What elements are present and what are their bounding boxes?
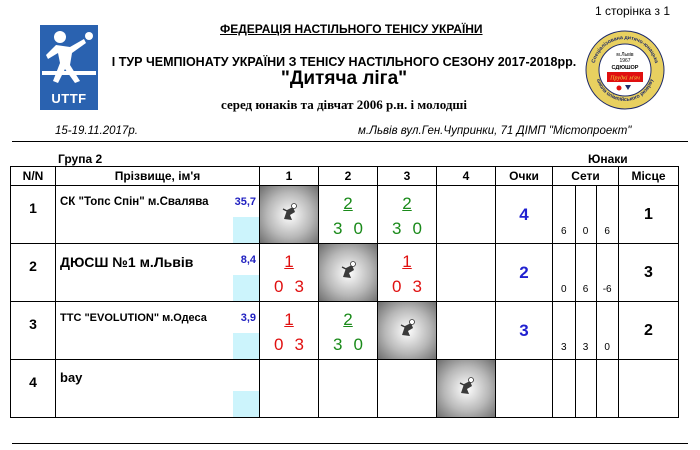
- sets-won: 3: [333, 219, 343, 238]
- ball-icon: [337, 259, 359, 281]
- sets-cell: [553, 302, 619, 360]
- table-row: [11, 302, 679, 360]
- ball-icon: [396, 317, 418, 339]
- col-name: Прізвище, ім'я: [56, 167, 260, 186]
- match-cell: [319, 186, 378, 244]
- sets-won: 3: [392, 219, 402, 238]
- rating-box: [233, 333, 259, 359]
- player-number: 2: [11, 244, 56, 302]
- match-cell: [319, 302, 378, 360]
- self-match-cell: [437, 360, 496, 418]
- col-opponent-3: 3: [378, 167, 437, 186]
- sets-cell: [553, 244, 619, 302]
- age-category: серед юнаків та дівчат 2006 р.н. і молодші: [221, 97, 467, 112]
- event-date: 15-19.11.2017р.: [55, 125, 138, 137]
- col-opponent-4: 4: [437, 167, 496, 186]
- sets-difference: 0: [604, 342, 610, 353]
- logo-text: UTTF: [51, 91, 87, 106]
- player-points: 2: [496, 244, 553, 302]
- player-points: [496, 360, 553, 418]
- player-place: 2: [619, 302, 679, 360]
- match-cell-empty: [437, 302, 496, 360]
- player-number: 1: [11, 186, 56, 244]
- player-rating: 3,9: [240, 312, 256, 324]
- match-cell: [378, 244, 437, 302]
- match-score: 2: [402, 194, 412, 213]
- sets-difference: -6: [602, 284, 612, 295]
- event-venue: м.Львів вул.Ген.Чупринки, 71 ДІМП "Містопроект": [358, 125, 632, 137]
- player-rating: 35,7: [234, 196, 256, 208]
- sets-lost-total: 3: [582, 342, 589, 353]
- match-cell: [378, 186, 437, 244]
- table-tennis-player-icon: [40, 25, 98, 95]
- self-match-cell: [378, 302, 437, 360]
- self-match-cell: [319, 244, 378, 302]
- sets-won-total: 3: [561, 342, 567, 353]
- player-name: СК "Топс Спін" м.Свалява: [60, 196, 209, 208]
- match-cell-empty: [437, 244, 496, 302]
- rating-box: [233, 217, 259, 243]
- federation-title: ФЕДЕРАЦІЯ НАСТІЛЬНОГО ТЕНІСУ УКРАЇНИ: [220, 22, 483, 36]
- player-name-cell: [56, 360, 260, 418]
- sets-won: 0: [274, 277, 284, 296]
- uttf-logo: [40, 25, 98, 110]
- table-row: [11, 360, 679, 418]
- sets-lost: 0: [353, 335, 363, 354]
- seal-text-top: Спеціалізована дитячо-юнацька: [590, 34, 660, 64]
- sets-divider: [596, 360, 597, 417]
- match-score: 1: [402, 252, 412, 271]
- match-cell-empty: [319, 360, 378, 418]
- sets-difference: 6: [604, 226, 610, 237]
- group-label: Група 2: [58, 152, 103, 166]
- seal-year: 1967: [619, 58, 631, 64]
- seal-school: СДЮШОР: [611, 65, 639, 71]
- match-cell: [260, 302, 319, 360]
- match-score: 2: [343, 194, 353, 213]
- seal-text-bottom: школа олімпійського резерву: [594, 78, 655, 104]
- sets-won: 3: [333, 335, 343, 354]
- divider-top: [12, 141, 688, 142]
- page-counter: 1 сторінка з 1: [594, 4, 670, 18]
- col-place: Місце: [619, 167, 679, 186]
- match-cell: [260, 244, 319, 302]
- sets-won-total: 0: [561, 284, 567, 295]
- divider-bottom: [12, 443, 688, 444]
- table-row: [11, 244, 679, 302]
- player-number: 4: [11, 360, 56, 418]
- sets-lost: 3: [412, 277, 422, 296]
- ball-icon: [278, 201, 300, 223]
- tour-title: І ТУР ЧЕМПІОНАТУ УКРАЇНИ З ТЕНІСУ НАСТІЛЬНОГО СЕЗОНУ 2017-2018рр.: [111, 55, 577, 69]
- results-table: [10, 166, 679, 418]
- col-opponent-1: 1: [260, 167, 319, 186]
- sets-cell: [553, 360, 619, 418]
- sets-cell: [553, 186, 619, 244]
- ball-icon: [455, 375, 477, 397]
- seal-motto: Прудкі м'яч: [610, 75, 640, 82]
- col-opponent-2: 2: [319, 167, 378, 186]
- player-name-cell: [56, 244, 260, 302]
- player-name: bay: [60, 370, 83, 385]
- player-points: 3: [496, 302, 553, 360]
- sets-won: 0: [274, 335, 284, 354]
- col-number: N/N: [11, 167, 56, 186]
- match-score: 2: [343, 310, 353, 329]
- match-score: 1: [284, 252, 294, 271]
- player-place: [619, 360, 679, 418]
- table-row: [11, 186, 679, 244]
- player-name-cell: [56, 302, 260, 360]
- player-name-cell: [56, 186, 260, 244]
- col-sets: Сети: [553, 167, 619, 186]
- match-cell-empty: [260, 360, 319, 418]
- player-name: ДЮСШ №1 м.Львів: [60, 254, 194, 270]
- seal-city: м.Львів: [616, 52, 634, 58]
- sets-lost-total: 6: [582, 284, 589, 295]
- self-match-cell: [260, 186, 319, 244]
- league-title: "Дитяча ліга": [280, 68, 408, 89]
- header-row: [11, 167, 679, 186]
- player-name: ТТС "EVOLUTION" м.Одеса: [60, 312, 207, 324]
- col-points: Очки: [496, 167, 553, 186]
- sets-divider: [575, 360, 576, 417]
- match-score: 1: [284, 310, 294, 329]
- player-rating: 8,4: [240, 254, 256, 266]
- category-label: Юнаки: [588, 152, 628, 166]
- sets-won-total: 6: [561, 226, 567, 237]
- player-points: 4: [496, 186, 553, 244]
- match-cell-empty: [378, 360, 437, 418]
- rating-box: [233, 275, 259, 301]
- sets-lost: 0: [412, 219, 422, 238]
- sets-lost: 3: [294, 277, 304, 296]
- match-cell-empty: [437, 186, 496, 244]
- player-place: 1: [619, 186, 679, 244]
- rating-box: [233, 391, 259, 417]
- sets-lost: 0: [353, 219, 363, 238]
- school-seal: [585, 30, 665, 110]
- sets-won: 0: [392, 277, 402, 296]
- sets-lost-total: 0: [582, 226, 589, 237]
- player-place: 3: [619, 244, 679, 302]
- player-number: 3: [11, 302, 56, 360]
- sets-lost: 3: [294, 335, 304, 354]
